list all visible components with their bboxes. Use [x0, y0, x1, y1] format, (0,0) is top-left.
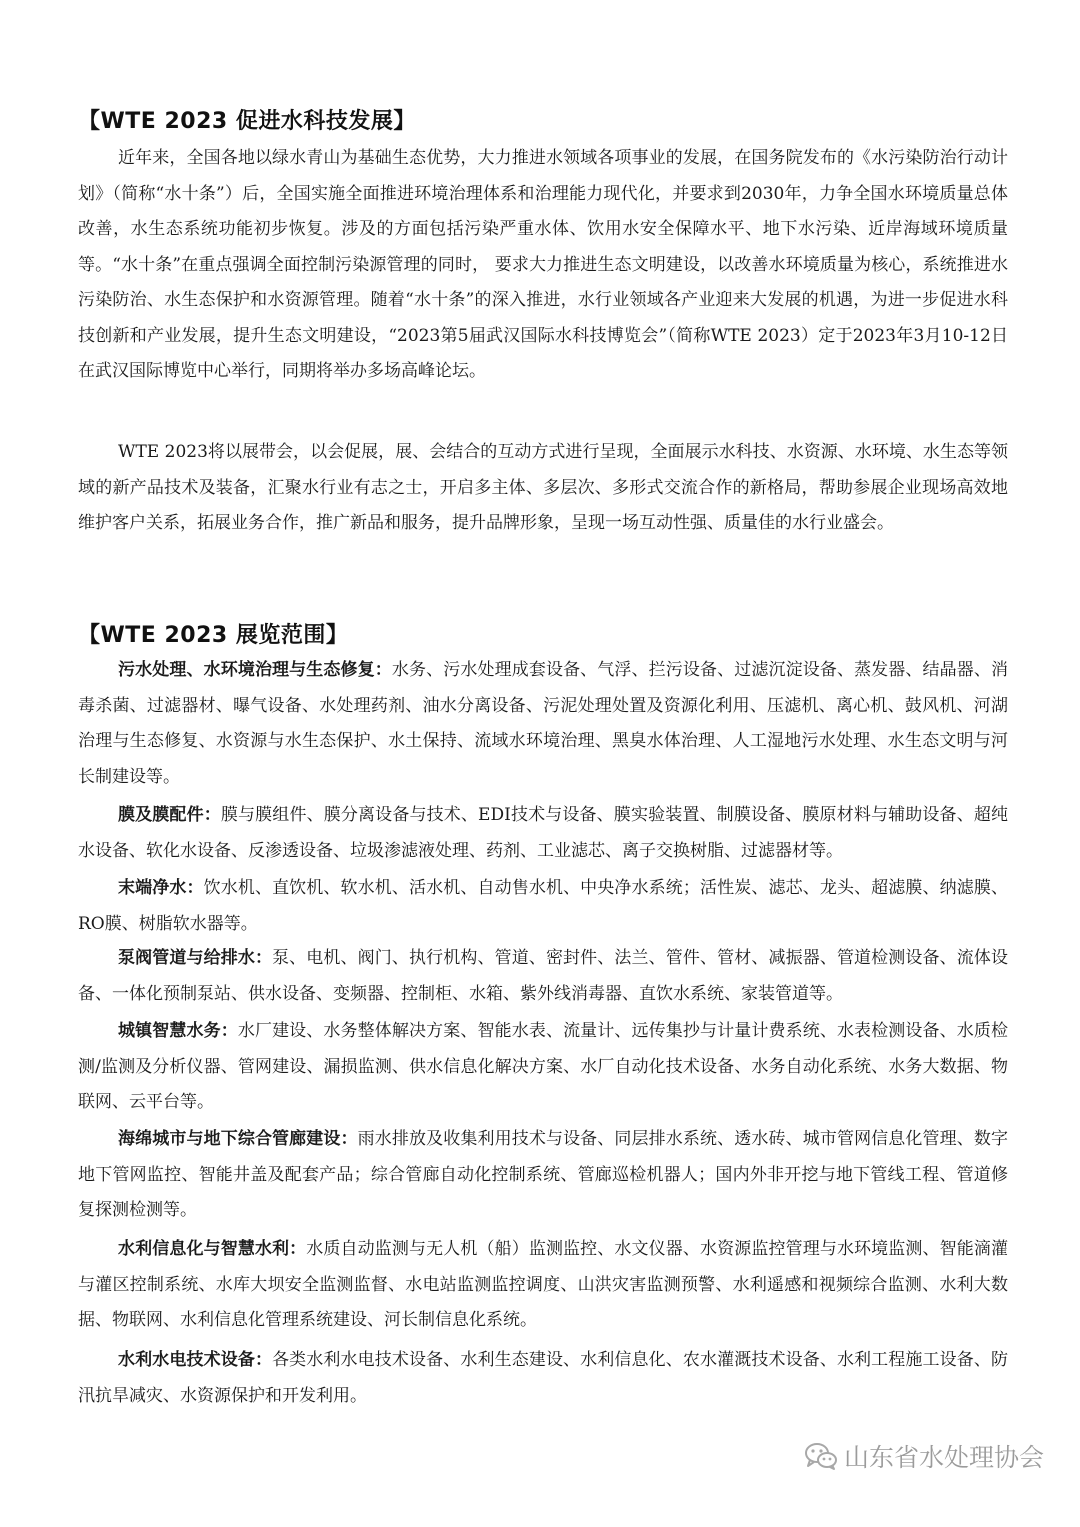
section-title-scope: 【WTE 2023 展览范围】 — [78, 623, 349, 648]
scope-text: 各类水利水电技术设备、水利生态建设、水利信息化、农水灌溉技术设备、水利工程施工设备、防汛抗旱减灾、水资源保护和开发利用。 — [78, 1350, 1009, 1406]
scope-text: 泵、电机、阀门、执行机构、管道、密封件、法兰、管件、管材、减振器、管道检测设备、流体设备、一体化预制泵站、供水设备、变频器、控制柜、水箱、紫外线消毒器、直饮水系统、家装管道等。 — [78, 948, 1009, 1004]
scope-text: 雨水排放及收集利用技术与设备、同层排水系统、透水砖、城市管网信息化管理、数字地下管网监控、智能井盖及配套产品；综合管廊自动化控制系统、管廊巡检机器人；国内外非开挖与地下管线工程、管道修复探测检测等。 — [78, 1129, 1009, 1220]
scope-text: 膜与膜组件、膜分离设备与技术、EDI技术与设备、膜实验装置、制膜设备、膜原材料与辅助设备、超纯水设备、软化水设备、反渗透设备、垃圾渗滤液处理、药剂、工业滤芯、离子交换树脂、过滤器材等。 — [78, 805, 1008, 861]
scope-term: 末端净水： — [118, 878, 204, 898]
wte-description-paragraph: WTE 2023将以展带会，以会促展，展、会结合的互动方式进行呈现，全面展示水科技、水资源、水环境、水生态等领域的新产品技术及装备，汇聚水行业有志之士，开启多主体、多层次、多形式交流合作的新格局，帮助参展企业现场高效地维护客户关系，拓展业务合作，推广新品和服务，提升品牌形象，呈现一场互动性强、质量佳的水行业盛会。 — [78, 442, 1008, 533]
scope-text: 水务、污水处理成套设备、气浮、拦污设备、过滤沉淀设备、蒸发器、结晶器、消毒杀菌、过滤器材、曝气设备、水处理药剂、油水分离设备、污泥处理处置及资源化利用、压滤机、离心机、鼓风机、河湖治理与生态修复、水资源与水生态保护、水土保持、流域水环境治理、黑臭水体治理、人工湿地污水处理、水生态文明与河长制建设等。 — [78, 660, 1009, 787]
scope-item-water-conservancy-it — [78, 1232, 1008, 1339]
scope-term: 膜及膜配件： — [118, 805, 221, 825]
scope-term: 泵阀管道与给排水： — [118, 948, 273, 968]
scope-text: 水厂建设、水务整体解决方案、智能水表、流量计、远传集抄与计量计费系统、水表检测设备、水质检测/监测及分析仪器、管网建设、漏损监测、供水信息化解决方案、水厂自动化技术设备、水务自动化系统、水务大数据、物联网、云平台等。 — [78, 1021, 1009, 1112]
scope-item-terminal-purification — [78, 871, 1008, 942]
scope-term: 海绵城市与地下综合管廊建设： — [118, 1129, 358, 1149]
scope-term: 污水处理、水环境治理与生态修复： — [118, 660, 392, 680]
watermark-text: 山东省水处理协会 — [843, 1443, 1044, 1472]
scope-item-membrane — [78, 798, 1008, 869]
scope-item-smart-water — [78, 1014, 1008, 1121]
scope-text: 水质自动监测与无人机（船）监测监控、水文仪器、水资源监控管理与水环境监测、智能滴灌与灌区控制系统、水库大坝安全监测监督、水电站监测监控调度、山洪灾害监测预警、水利遥感和视频综合监测、水利大数据、物联网、水利信息化管理系统建设、河长制信息化系统。 — [78, 1239, 1009, 1330]
wechat-watermark — [804, 1438, 1044, 1474]
wechat-icon — [804, 1441, 838, 1471]
intro-paragraph: 近年来，全国各地以绿水青山为基础生态优势，大力推进水领域各项事业的发展，在国务院发布的《水污染防治行动计划》（简称“水十条”）后，全国实施全面推进环境治理体系和治理能力现代化，并要求到2030年，力争全国水环境质量总体改善，水生态系统功能初步恢复。涉及的方面包括污染严重水体、饮用水安全保障水平、地下水污染、近岸海域环境质量等。“水十条”在重点强调全面控制污染源管理的同时， 要求大力推进生态文明建设，以改善水环境质量为核心，系统推进水污染防治、水生态保护和水资源管理。随着“水十条”的深入推进，水行业领域各产业迎来大发展的机遇，为进一步促进水科技创新和产业发展，提升生态文明建设，“2023第5届武汉国际水科技博览会”（简称WTE 2023）定于2023年3月10-12日在武汉国际博览中心举行，同期将举办多场高峰论坛。 — [78, 148, 1008, 381]
scope-term: 城镇智慧水务： — [118, 1021, 238, 1041]
scope-item-pumps-valves — [78, 941, 1008, 1012]
scope-term: 水利水电技术设备： — [118, 1350, 273, 1370]
scope-item-sponge-city — [78, 1122, 1008, 1229]
scope-item-wastewater — [78, 653, 1008, 795]
scope-item-hydropower — [78, 1343, 1008, 1414]
scope-text: 饮水机、直饮机、软水机、活水机、自动售水机、中央净水系统；活性炭、滤芯、龙头、超滤膜、纳滤膜、RO膜、树脂软水器等。 — [78, 878, 1009, 934]
section-title-promote: 【WTE 2023 促进水科技发展】 — [78, 109, 416, 134]
scope-term: 水利信息化与智慧水利： — [118, 1239, 307, 1259]
